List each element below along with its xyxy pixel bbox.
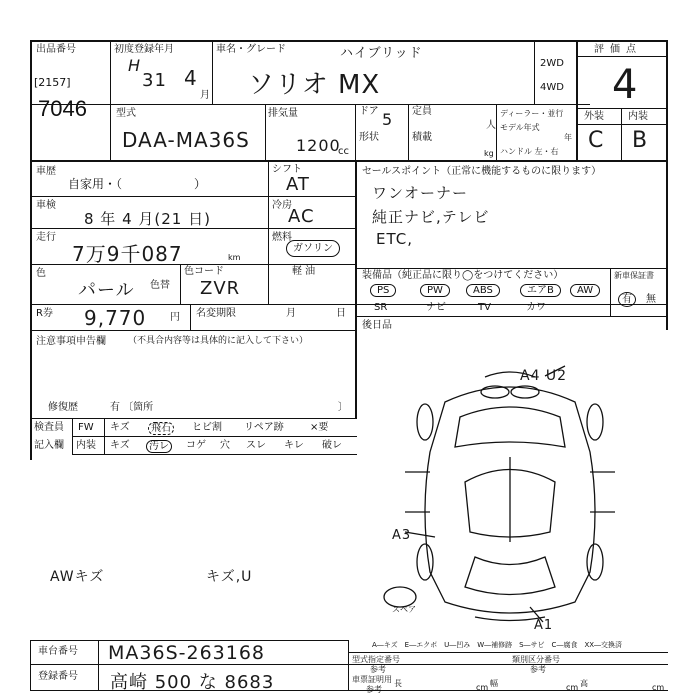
plate-label: 登録番号 — [38, 671, 78, 682]
rear-seat-label: 後日品 — [362, 320, 392, 331]
inspect-repair: リペア跡 — [244, 422, 284, 433]
divider — [348, 640, 349, 690]
divider — [268, 162, 269, 304]
selling-point-line-3: ETC, — [376, 230, 414, 248]
inspect-scratch: キズ — [110, 422, 130, 433]
inspect-fw: FW — [78, 422, 94, 433]
warranty-label: 新車保証書 — [614, 271, 654, 280]
inspect-cut: キレ — [284, 440, 304, 451]
width-label: 幅 — [490, 679, 498, 688]
inspect-crack: ヒビ割 — [192, 422, 222, 433]
cm-unit-2: cm — [566, 683, 579, 692]
inspection-label: 車検 — [36, 200, 56, 211]
divider — [30, 160, 668, 162]
height-label: 高 — [580, 679, 588, 688]
equip-ps: PS — [370, 284, 396, 297]
divider — [104, 418, 105, 454]
inspect-chip: 飛石 — [148, 422, 174, 435]
shift-label: シフト — [272, 164, 302, 175]
exterior-label: 外装 — [584, 111, 604, 122]
fuel-label: 燃料 — [272, 232, 292, 243]
divider — [30, 330, 355, 331]
divider — [180, 264, 181, 304]
recycle-label: R券 — [36, 308, 53, 319]
displacement-value: 1200 — [296, 136, 341, 155]
cm-unit-3: cm — [652, 683, 665, 692]
interior-grade: B — [632, 128, 649, 153]
first-reg-era: H — [128, 56, 142, 75]
chassis-label: 車台番号 — [38, 646, 78, 657]
spare-label: スペア — [392, 605, 416, 614]
divider — [355, 104, 356, 160]
color-code-label: 色コード — [184, 266, 224, 277]
inspect-wear: スレ — [246, 440, 266, 451]
handwritten-right: キズ,U — [206, 569, 253, 585]
score-value: 4 — [612, 62, 639, 108]
equip-sr: SR — [374, 302, 388, 313]
warranty-no: 無 — [646, 294, 656, 305]
inspect-replace: ×要 — [310, 422, 329, 433]
mark-rear: A1 — [534, 618, 554, 633]
load-unit: kg — [484, 149, 494, 158]
divider — [190, 304, 191, 330]
exterior-grade: C — [588, 128, 605, 153]
year-unit: 年 — [564, 133, 572, 142]
score-label: 評価点 — [594, 44, 642, 55]
inspect-int-scratch: キズ — [110, 440, 130, 451]
repair-value: 有 〔箇所 — [110, 402, 154, 413]
divider — [30, 196, 355, 197]
ac-label: 冷房 — [272, 200, 292, 211]
mileage-label: 走行 — [36, 232, 56, 243]
km-unit: km — [228, 253, 241, 262]
cc-unit: cc — [338, 146, 349, 157]
equip-abs: ABS — [466, 284, 500, 297]
divider — [357, 268, 668, 269]
load-label: 積載 — [412, 132, 432, 143]
divider — [348, 652, 668, 653]
notes-sub-label: （不具合内容等は具体的に記入して下さい） — [128, 336, 309, 346]
mileage-value: 7万9千087 — [72, 242, 183, 266]
color-value: パール — [78, 280, 135, 301]
length-label: 長 — [394, 679, 402, 688]
repair-label: 修復歴 — [48, 402, 78, 413]
mark-side: A3 — [392, 528, 412, 543]
displacement-label: 排気量 — [268, 108, 298, 119]
hybrid-note: ハイブリッド — [340, 46, 423, 61]
divider — [98, 640, 99, 690]
divider — [355, 162, 357, 418]
equip-pw: PW — [420, 284, 450, 297]
selling-point-line-2: 純正ナビ,テレビ — [372, 208, 490, 226]
equip-leather: カワ — [526, 302, 546, 313]
inspect-tear: 破レ — [322, 440, 342, 451]
divider — [30, 418, 357, 419]
divider — [576, 42, 578, 160]
equipment-label: 装備品（純正品に限り◯をつけてください） — [362, 270, 564, 281]
recycle-value: 9,770 — [84, 306, 147, 330]
divider — [621, 108, 622, 160]
inspect-burn: コゲ — [186, 440, 206, 451]
drive-4wd: 4WD — [540, 82, 564, 93]
shape-label: 形状 — [359, 132, 379, 143]
divider — [30, 640, 348, 641]
selling-point-line-1: ワンオーナー — [372, 184, 469, 202]
divider — [30, 640, 31, 690]
divider — [110, 40, 111, 160]
equip-airbag: エアB — [520, 284, 561, 297]
doors-value: 5 — [382, 110, 394, 129]
drive-2wd: 2WD — [540, 58, 564, 69]
cm-unit-1: cm — [476, 683, 489, 692]
fuel-diesel: 軽 油 — [292, 266, 316, 277]
month-unit: 月 — [200, 90, 210, 101]
interior-label: 内装 — [628, 111, 648, 122]
dealer-label: ディーラー・並行 — [500, 109, 564, 118]
divider — [72, 436, 357, 437]
handwritten-left: AWキズ — [50, 569, 105, 585]
first-reg-label: 初度登録年月 — [114, 44, 174, 55]
notes-label: 注意事項申告欄 — [36, 336, 106, 347]
lot-label: 出品番号 — [36, 44, 76, 55]
divider — [265, 104, 266, 160]
mark-front: A4 U2 — [520, 368, 568, 384]
lot-code: [2157] — [34, 76, 71, 89]
equip-aw: AW — [570, 284, 600, 297]
divider — [72, 418, 73, 454]
ref-label-3: 参考 — [366, 685, 382, 694]
divider — [496, 104, 497, 160]
chassis-value: MA36S-263168 — [108, 642, 266, 664]
divider — [30, 664, 668, 665]
inspection-value: 8 年 4 月(21 日) — [84, 210, 211, 228]
frame-right — [666, 40, 668, 330]
color-label: 色 — [36, 268, 46, 279]
model-cert-label: 型式指定番号 — [352, 655, 400, 664]
seats-unit: 人 — [486, 120, 496, 131]
diagram-legend: A―キズ E―エクボ U―凹み W―補修跡 S―サビ C―腐食 XX―交換済 — [372, 641, 623, 649]
divider — [610, 268, 611, 316]
divider — [212, 40, 213, 104]
equip-tv: TV — [478, 302, 491, 313]
inspection-row1-label: 検査員 — [34, 422, 64, 433]
inspect-stain: 汚レ — [146, 440, 172, 453]
inspect-hole: 穴 — [220, 440, 230, 451]
ref-label-2: 参考 — [530, 665, 546, 674]
ac-value: AC — [288, 206, 315, 227]
lot-number: 7046 — [38, 96, 87, 121]
divider — [576, 56, 666, 57]
repair-close: 〕 — [338, 402, 348, 413]
color-code-value: ZVR — [200, 278, 241, 299]
car-name: ソリオ MX — [248, 70, 381, 100]
divider — [72, 454, 357, 455]
inspect-interior: 内装 — [76, 440, 96, 451]
equip-navi: ナビ — [426, 302, 446, 313]
car-name-label: 車名・グレード — [216, 44, 286, 55]
car-body-diagram — [365, 362, 655, 632]
seats-label: 定員 — [412, 106, 432, 117]
yen-unit: 円 — [170, 312, 180, 323]
month-label: 月 — [286, 308, 296, 319]
model-label: 型式 — [116, 108, 136, 119]
divider — [30, 304, 668, 305]
selling-points-label: セールスポイント（正常に機能するものに限ります） — [362, 166, 602, 177]
divider — [357, 316, 668, 317]
divider — [30, 104, 590, 105]
history-value: 自家用・（ ） — [68, 177, 207, 191]
handle-label: ハンドル 左・右 — [500, 147, 559, 156]
fuel-gas: ガソリン — [286, 240, 340, 257]
shift-value: AT — [286, 174, 310, 195]
name-change-label: 名変期限 — [196, 308, 236, 319]
divider — [408, 104, 409, 160]
first-reg-year: 31 — [142, 70, 167, 91]
history-label: 車歴 — [36, 166, 56, 177]
first-reg-month: 4 — [184, 66, 198, 90]
day-label: 日 — [336, 308, 346, 319]
ref-label-1: 参考 — [370, 665, 386, 674]
doors-label: ドア — [359, 106, 379, 117]
warranty-yes: 有 — [618, 292, 636, 307]
color-change-label: 色替 — [150, 280, 170, 291]
divider — [534, 42, 535, 104]
frame-left — [30, 40, 32, 460]
model-year-label: モデル年式 — [500, 123, 540, 132]
model-value: DAA-MA36S — [122, 128, 250, 152]
certificate-label: 車票証明用 — [352, 675, 392, 684]
plate-value: 高崎 500 な 8683 — [110, 672, 275, 693]
category-label: 類別区分番号 — [512, 655, 560, 664]
inspection-row2-label: 記入欄 — [34, 440, 64, 451]
